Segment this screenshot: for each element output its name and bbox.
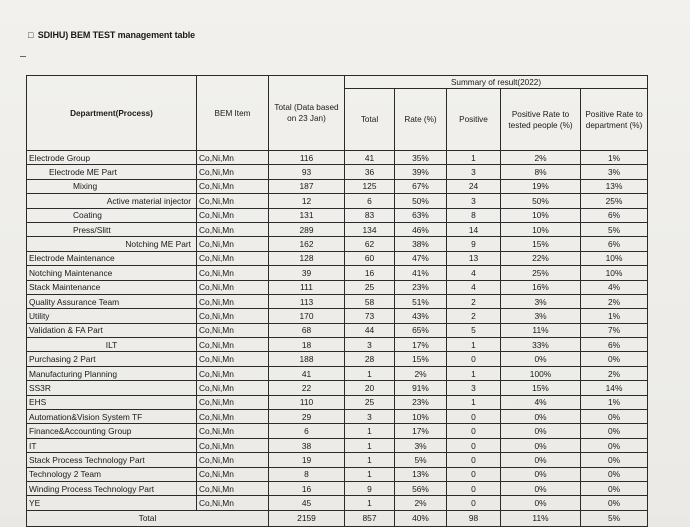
rate-cell: 91% xyxy=(395,381,447,395)
total-data-cell: 38 xyxy=(269,438,345,452)
table-row xyxy=(27,237,648,251)
positive-rate-department-cell: 2% xyxy=(581,294,648,308)
positive-cell: 13 xyxy=(447,251,501,265)
rate-cell: 23% xyxy=(395,280,447,294)
bem-item-cell: Co,Ni,Mn xyxy=(197,294,269,308)
positive-rate-tested-cell: 0% xyxy=(501,410,581,424)
department-cell: Winding Process Technology Part xyxy=(27,481,197,495)
positive-rate-tested-cell: 33% xyxy=(501,338,581,352)
table-row xyxy=(27,323,648,337)
bem-test-table xyxy=(26,75,648,527)
total-data-cell: 131 xyxy=(269,208,345,222)
total-cell: 1 xyxy=(345,424,395,438)
header-row-summary xyxy=(27,76,648,89)
total-row xyxy=(27,510,648,526)
total-data-cell: 289 xyxy=(269,222,345,236)
positive-rate-department-cell: 13% xyxy=(581,179,648,193)
total-data-cell: 8 xyxy=(269,467,345,481)
positive-rate-tested-cell: 50% xyxy=(501,194,581,208)
positive-rate-tested-cell: 0% xyxy=(501,438,581,452)
document-title xyxy=(28,30,195,40)
table-row xyxy=(27,467,648,481)
positive-rate-tested-cell: 3% xyxy=(501,294,581,308)
total-data-cell: 45 xyxy=(269,496,345,510)
positive-rate-department-cell: 6% xyxy=(581,208,648,222)
total-cell: 125 xyxy=(345,179,395,193)
positive-cell: 9 xyxy=(447,237,501,251)
department-cell: Stack Maintenance xyxy=(27,280,197,294)
bem-item-cell: Co,Ni,Mn xyxy=(197,151,269,165)
header-summary: Summary of result(2022) xyxy=(345,76,648,89)
department-cell: Notching Maintenance xyxy=(27,266,197,280)
positive-rate-tested-cell: 19% xyxy=(501,179,581,193)
positive-rate-department-cell: 10% xyxy=(581,266,648,280)
total-data-cell: 111 xyxy=(269,280,345,294)
positive-rate-tested-cell: 0% xyxy=(501,424,581,438)
department-cell: Automation&Vision System TF xyxy=(27,410,197,424)
positive-rate-department-cell: 0% xyxy=(581,496,648,510)
bem-item-cell: Co,Ni,Mn xyxy=(197,222,269,236)
department-cell: Electrode Maintenance xyxy=(27,251,197,265)
table-row xyxy=(27,179,648,193)
bem-item-cell: Co,Ni,Mn xyxy=(197,323,269,337)
positive-cell: 0 xyxy=(447,467,501,481)
bem-item-cell: Co,Ni,Mn xyxy=(197,352,269,366)
total-cell: 3 xyxy=(345,338,395,352)
positive-cell: 3 xyxy=(447,194,501,208)
table-row xyxy=(27,438,648,452)
total-cell: 1 xyxy=(345,366,395,380)
positive-rate-tested-cell: 25% xyxy=(501,266,581,280)
positive-rate-tested-cell: 100% xyxy=(501,366,581,380)
total-total: 857 xyxy=(345,510,395,526)
table-row xyxy=(27,294,648,308)
positive-rate-department-cell: 0% xyxy=(581,438,648,452)
total-data-cell: 16 xyxy=(269,481,345,495)
department-cell: Coating xyxy=(27,208,197,222)
header-department: Department(Process) xyxy=(27,76,197,151)
positive-rate-tested-cell: 0% xyxy=(501,352,581,366)
department-cell: Press/Slitt xyxy=(27,222,197,236)
table-body xyxy=(27,151,648,511)
header-positive: Positive xyxy=(447,89,501,151)
bem-item-cell: Co,Ni,Mn xyxy=(197,496,269,510)
total-data-cell: 39 xyxy=(269,266,345,280)
table-row xyxy=(27,496,648,510)
rate-cell: 35% xyxy=(395,151,447,165)
header-positive-rate-department: Positive Rate to department (%) xyxy=(581,89,648,151)
table-row xyxy=(27,222,648,236)
total-positive: 98 xyxy=(447,510,501,526)
total-data-cell: 188 xyxy=(269,352,345,366)
table-row xyxy=(27,366,648,380)
positive-cell: 0 xyxy=(447,453,501,467)
department-cell: Validation & FA Part xyxy=(27,323,197,337)
bem-item-cell: Co,Ni,Mn xyxy=(197,338,269,352)
rate-cell: 17% xyxy=(395,424,447,438)
rate-cell: 17% xyxy=(395,338,447,352)
positive-rate-tested-cell: 2% xyxy=(501,151,581,165)
rate-cell: 63% xyxy=(395,208,447,222)
bem-item-cell: Co,Ni,Mn xyxy=(197,453,269,467)
rate-cell: 2% xyxy=(395,496,447,510)
rate-cell: 41% xyxy=(395,266,447,280)
positive-cell: 3 xyxy=(447,165,501,179)
bem-item-cell: Co,Ni,Mn xyxy=(197,280,269,294)
positive-rate-department-cell: 5% xyxy=(581,222,648,236)
total-positive-rate-department: 5% xyxy=(581,510,648,526)
positive-rate-tested-cell: 15% xyxy=(501,237,581,251)
positive-rate-tested-cell: 15% xyxy=(501,381,581,395)
table-row xyxy=(27,381,648,395)
positive-rate-department-cell: 0% xyxy=(581,481,648,495)
total-cell: 28 xyxy=(345,352,395,366)
bem-item-cell: Co,Ni,Mn xyxy=(197,467,269,481)
department-cell: Finance&Accounting Group xyxy=(27,424,197,438)
positive-rate-department-cell: 6% xyxy=(581,237,648,251)
department-cell: Mixing xyxy=(27,179,197,193)
bem-item-cell: Co,Ni,Mn xyxy=(197,410,269,424)
total-cell: 25 xyxy=(345,280,395,294)
positive-rate-department-cell: 0% xyxy=(581,467,648,481)
positive-rate-department-cell: 3% xyxy=(581,165,648,179)
margin-mark xyxy=(20,56,26,57)
positive-cell: 4 xyxy=(447,266,501,280)
header-bem-item: BEM Item xyxy=(197,76,269,151)
header-rate: Rate (%) xyxy=(395,89,447,151)
department-cell: Stack Process Technology Part xyxy=(27,453,197,467)
total-label: Total xyxy=(27,510,269,526)
positive-rate-department-cell: 0% xyxy=(581,410,648,424)
table-row xyxy=(27,165,648,179)
total-data-cell: 68 xyxy=(269,323,345,337)
table-row xyxy=(27,338,648,352)
positive-cell: 24 xyxy=(447,179,501,193)
positive-rate-department-cell: 6% xyxy=(581,338,648,352)
positive-rate-department-cell: 0% xyxy=(581,352,648,366)
table-row xyxy=(27,453,648,467)
rate-cell: 5% xyxy=(395,453,447,467)
table-row xyxy=(27,266,648,280)
total-cell: 73 xyxy=(345,309,395,323)
table-row xyxy=(27,280,648,294)
total-data-cell: 187 xyxy=(269,179,345,193)
bem-item-cell: Co,Ni,Mn xyxy=(197,481,269,495)
rate-cell: 47% xyxy=(395,251,447,265)
department-cell: Notching ME Part xyxy=(27,237,197,251)
rate-cell: 2% xyxy=(395,366,447,380)
positive-cell: 0 xyxy=(447,496,501,510)
bem-item-cell: Co,Ni,Mn xyxy=(197,237,269,251)
table-row xyxy=(27,251,648,265)
positive-rate-tested-cell: 10% xyxy=(501,222,581,236)
rate-cell: 39% xyxy=(395,165,447,179)
department-cell: Active material injector xyxy=(27,194,197,208)
total-cell: 60 xyxy=(345,251,395,265)
total-cell: 62 xyxy=(345,237,395,251)
positive-cell: 0 xyxy=(447,352,501,366)
positive-cell: 5 xyxy=(447,323,501,337)
department-cell: IT xyxy=(27,438,197,452)
positive-rate-tested-cell: 0% xyxy=(501,496,581,510)
total-cell: 3 xyxy=(345,410,395,424)
table-row xyxy=(27,208,648,222)
rate-cell: 50% xyxy=(395,194,447,208)
bem-item-cell: Co,Ni,Mn xyxy=(197,366,269,380)
bem-item-cell: Co,Ni,Mn xyxy=(197,381,269,395)
positive-cell: 3 xyxy=(447,381,501,395)
bem-item-cell: Co,Ni,Mn xyxy=(197,424,269,438)
department-cell: Purchasing 2 Part xyxy=(27,352,197,366)
total-data-cell: 12 xyxy=(269,194,345,208)
total-cell: 83 xyxy=(345,208,395,222)
department-cell: Technology 2 Team xyxy=(27,467,197,481)
rate-cell: 67% xyxy=(395,179,447,193)
positive-cell: 1 xyxy=(447,395,501,409)
positive-rate-department-cell: 1% xyxy=(581,395,648,409)
total-cell: 20 xyxy=(345,381,395,395)
positive-rate-department-cell: 0% xyxy=(581,453,648,467)
positive-cell: 1 xyxy=(447,338,501,352)
total-cell: 1 xyxy=(345,496,395,510)
total-cell: 6 xyxy=(345,194,395,208)
rate-cell: 38% xyxy=(395,237,447,251)
header-positive-rate-tested: Positive Rate to tested people (%) xyxy=(501,89,581,151)
bem-item-cell: Co,Ni,Mn xyxy=(197,179,269,193)
total-cell: 1 xyxy=(345,438,395,452)
total-rate: 40% xyxy=(395,510,447,526)
positive-rate-tested-cell: 0% xyxy=(501,481,581,495)
department-cell: Utility xyxy=(27,309,197,323)
total-cell: 58 xyxy=(345,294,395,308)
total-data-cell: 162 xyxy=(269,237,345,251)
positive-rate-department-cell: 7% xyxy=(581,323,648,337)
title-text: SDIHU) BEM TEST management table xyxy=(37,30,196,40)
rate-cell: 13% xyxy=(395,467,447,481)
total-cell: 36 xyxy=(345,165,395,179)
department-cell: ILT xyxy=(27,338,197,352)
bem-item-cell: Co,Ni,Mn xyxy=(197,395,269,409)
total-cell: 16 xyxy=(345,266,395,280)
positive-cell: 2 xyxy=(447,309,501,323)
total-cell: 44 xyxy=(345,323,395,337)
positive-rate-tested-cell: 4% xyxy=(501,395,581,409)
table-row xyxy=(27,481,648,495)
total-total-data: 2159 xyxy=(269,510,345,526)
header-total: Total xyxy=(345,89,395,151)
total-data-cell: 18 xyxy=(269,338,345,352)
total-data-cell: 93 xyxy=(269,165,345,179)
bem-item-cell: Co,Ni,Mn xyxy=(197,165,269,179)
total-data-cell: 22 xyxy=(269,381,345,395)
rate-cell: 51% xyxy=(395,294,447,308)
department-cell: Electrode ME Part xyxy=(27,165,197,179)
positive-rate-tested-cell: 22% xyxy=(501,251,581,265)
total-data-cell: 128 xyxy=(269,251,345,265)
total-positive-rate-tested: 11% xyxy=(501,510,581,526)
positive-cell: 8 xyxy=(447,208,501,222)
positive-rate-department-cell: 1% xyxy=(581,151,648,165)
positive-rate-tested-cell: 0% xyxy=(501,467,581,481)
positive-rate-department-cell: 14% xyxy=(581,381,648,395)
department-cell: YE xyxy=(27,496,197,510)
department-cell: EHS xyxy=(27,395,197,409)
table-row xyxy=(27,309,648,323)
total-data-cell: 29 xyxy=(269,410,345,424)
bem-item-cell: Co,Ni,Mn xyxy=(197,266,269,280)
total-cell: 1 xyxy=(345,467,395,481)
positive-rate-department-cell: 1% xyxy=(581,309,648,323)
total-cell: 25 xyxy=(345,395,395,409)
bem-item-cell: Co,Ni,Mn xyxy=(197,208,269,222)
positive-rate-department-cell: 2% xyxy=(581,366,648,380)
department-cell: Quality Assurance Team xyxy=(27,294,197,308)
positive-cell: 14 xyxy=(447,222,501,236)
total-data-cell: 19 xyxy=(269,453,345,467)
department-cell: SS3R xyxy=(27,381,197,395)
positive-cell: 1 xyxy=(447,366,501,380)
header-total-data: Total (Data based on 23 Jan) xyxy=(269,76,345,151)
positive-rate-department-cell: 0% xyxy=(581,424,648,438)
total-cell: 9 xyxy=(345,481,395,495)
positive-cell: 0 xyxy=(447,438,501,452)
positive-rate-tested-cell: 16% xyxy=(501,280,581,294)
total-cell: 1 xyxy=(345,453,395,467)
title-bullet: □ xyxy=(28,30,34,40)
rate-cell: 10% xyxy=(395,410,447,424)
positive-rate-department-cell: 4% xyxy=(581,280,648,294)
positive-cell: 2 xyxy=(447,294,501,308)
positive-cell: 0 xyxy=(447,410,501,424)
total-data-cell: 116 xyxy=(269,151,345,165)
bem-item-cell: Co,Ni,Mn xyxy=(197,309,269,323)
rate-cell: 3% xyxy=(395,438,447,452)
positive-rate-department-cell: 10% xyxy=(581,251,648,265)
positive-cell: 4 xyxy=(447,280,501,294)
positive-cell: 1 xyxy=(447,151,501,165)
positive-rate-tested-cell: 3% xyxy=(501,309,581,323)
rate-cell: 56% xyxy=(395,481,447,495)
positive-cell: 0 xyxy=(447,481,501,495)
rate-cell: 23% xyxy=(395,395,447,409)
rate-cell: 15% xyxy=(395,352,447,366)
positive-rate-tested-cell: 10% xyxy=(501,208,581,222)
positive-rate-tested-cell: 8% xyxy=(501,165,581,179)
total-data-cell: 110 xyxy=(269,395,345,409)
table-row xyxy=(27,151,648,165)
total-data-cell: 41 xyxy=(269,366,345,380)
rate-cell: 46% xyxy=(395,222,447,236)
positive-rate-tested-cell: 0% xyxy=(501,453,581,467)
table-row xyxy=(27,352,648,366)
positive-rate-department-cell: 25% xyxy=(581,194,648,208)
rate-cell: 43% xyxy=(395,309,447,323)
bem-item-cell: Co,Ni,Mn xyxy=(197,438,269,452)
bem-item-cell: Co,Ni,Mn xyxy=(197,194,269,208)
bem-item-cell: Co,Ni,Mn xyxy=(197,251,269,265)
total-cell: 134 xyxy=(345,222,395,236)
positive-rate-tested-cell: 11% xyxy=(501,323,581,337)
total-data-cell: 6 xyxy=(269,424,345,438)
table-row xyxy=(27,395,648,409)
total-data-cell: 113 xyxy=(269,294,345,308)
table-row xyxy=(27,410,648,424)
total-cell: 41 xyxy=(345,151,395,165)
department-cell: Electrode Group xyxy=(27,151,197,165)
department-cell: Manufacturing Planning xyxy=(27,366,197,380)
positive-cell: 0 xyxy=(447,424,501,438)
rate-cell: 65% xyxy=(395,323,447,337)
table-row xyxy=(27,194,648,208)
table-row xyxy=(27,424,648,438)
total-data-cell: 170 xyxy=(269,309,345,323)
